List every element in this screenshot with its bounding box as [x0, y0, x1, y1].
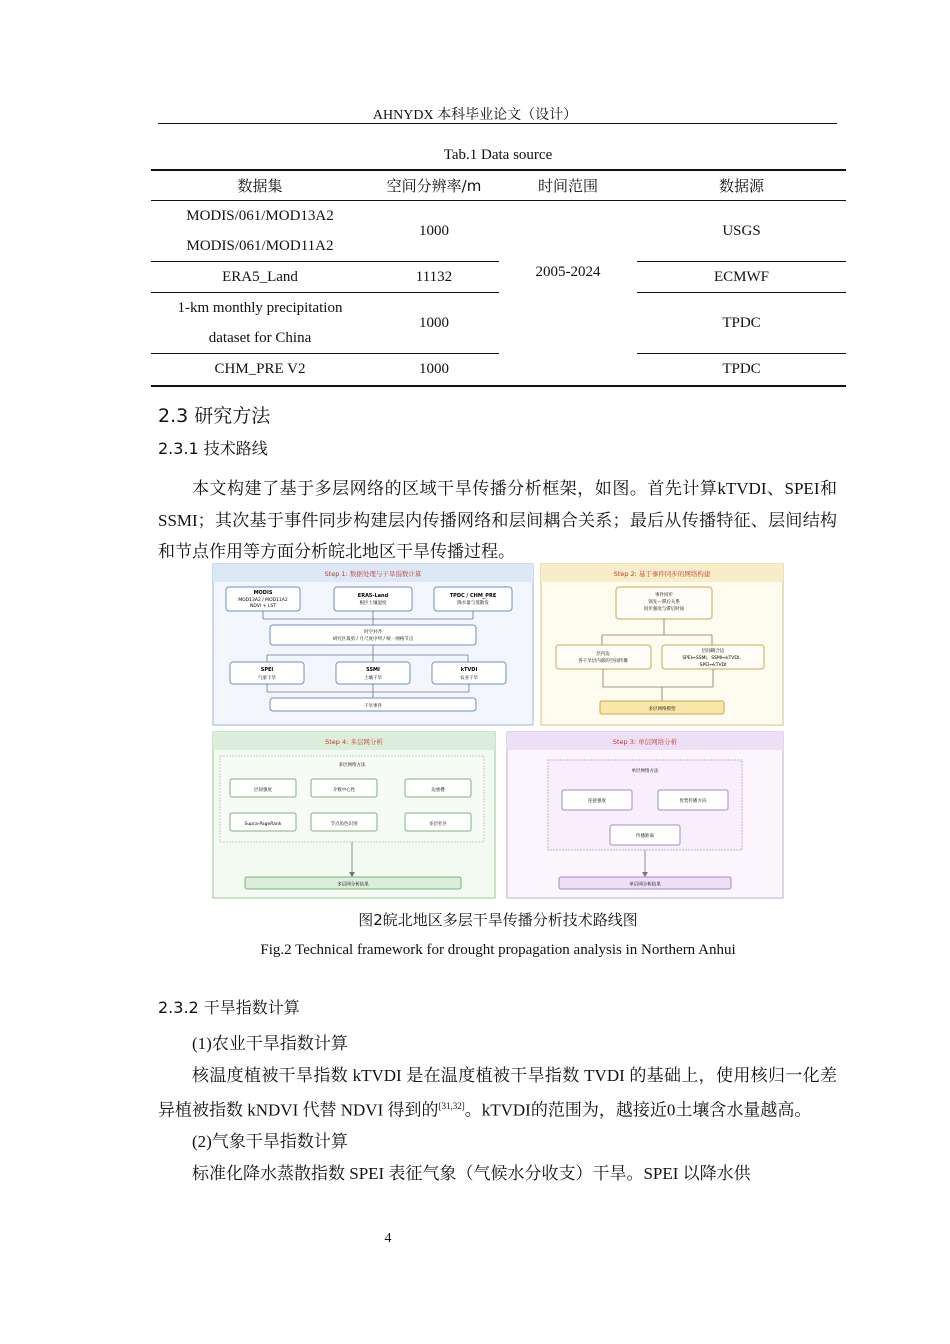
source-cell: TPDC [637, 354, 846, 386]
step3-panel [507, 732, 783, 898]
svg-text:同步强度与滞后时间: 同步强度与滞后时间 [643, 607, 685, 612]
section-heading-2-3-1: 2.3.1 技术路线 [158, 439, 268, 458]
svg-text:降水量与蒸散发: 降水量与蒸散发 [457, 601, 489, 606]
dataset-cell: 1-km monthly precipitation dataset for China [151, 293, 369, 354]
table-row [151, 262, 846, 293]
page-number: 4 [384, 1231, 392, 1246]
svg-text:时空对齐: 时空对齐 [364, 630, 382, 635]
technical-framework-figure [212, 563, 784, 899]
citation-ref[interactable]: [31,32] [438, 1101, 465, 1111]
section-heading-2-3-2: 2.3.2 干旱指数计算 [158, 998, 300, 1017]
svg-text:Step 4: 多层网分析: Step 4: 多层网分析 [325, 738, 383, 746]
svg-text:层内边: 层内边 [596, 652, 610, 657]
svg-text:干旱事件: 干旱事件 [364, 704, 382, 709]
body-paragraph-ktvdi: 核温度植被干旱指数 kTVDI 是在温度植被干旱指数 TVDI 的基础上，使用核归一化差异植被指数 kNDVI 代替 NDVI 得到的[31,32]。kTVDI的范围为，越接近0土壤含水量越高。 [158, 1065, 837, 1120]
dataset-cell: ERA5_Land [151, 262, 369, 293]
svg-text:事件同步: 事件同步 [655, 593, 673, 598]
resolution-cell: 1000 [369, 201, 499, 262]
body-paragraph-spei: 标准化降水蒸散指数 SPEI 表征气象（气候水分收支）干旱。SPEI 以降水供 [192, 1163, 751, 1183]
svg-text:Step 2: 基于事件同步的网络构建: Step 2: 基于事件同步的网络构建 [613, 570, 711, 578]
svg-text:单层网络方法: 单层网络方法 [631, 769, 659, 774]
svg-text:SPEI: SPEI [260, 667, 274, 673]
resolution-cell: 11132 [369, 262, 499, 293]
resolution-cell: 1000 [369, 354, 499, 386]
svg-text:农业干旱: 农业干旱 [460, 676, 478, 681]
data-source-table [151, 169, 846, 387]
svg-text:多层网分析结果: 多层网分析结果 [337, 882, 369, 888]
table-row [151, 201, 846, 262]
svg-text:层间强度: 层间强度 [254, 788, 272, 793]
svg-text:SPEI↔SSMI、SSMI↔kTVDI、: SPEI↔SSMI、SSMI↔kTVDI、 [682, 656, 744, 661]
resolution-cell: 1000 [369, 293, 499, 354]
svg-text:层间耦合边: 层间耦合边 [701, 649, 725, 654]
subheading-agri-drought: (1)农业干旱指数计算 [192, 1034, 348, 1053]
svg-text:土壤干旱: 土壤干旱 [364, 676, 382, 681]
svg-text:Step 3: 单层网络分析: Step 3: 单层网络分析 [612, 738, 678, 746]
body-paragraph-1: 本文构建了基于多层网络的区域干旱传播分析框架，如图。首先计算kTVDI、SPEI和SSMI；其次基于事件同步构建层内传播网络和层间耦合关系；最后从传播特征、层间结构和节点作用等方面分析皖北地区干旱传播过程。 [158, 479, 837, 561]
svg-text:ERA5-Land: ERA5-Land [357, 593, 389, 599]
svg-text:多层社区: 多层社区 [429, 822, 447, 827]
svg-text:研究区裁剪 / 月尺度序列 / 统一网格节点: 研究区裁剪 / 月尺度序列 / 统一网格节点 [332, 637, 414, 642]
dataset-cell: CHM_PRE V2 [151, 354, 369, 386]
step1-title: Step 1: 数据处理与干旱指数计算 [324, 570, 422, 578]
source-cell: ECMWF [637, 262, 846, 293]
svg-text:kTVDI: kTVDI [460, 667, 478, 673]
svg-text:边重叠: 边重叠 [431, 788, 445, 793]
svg-text:多层网络方法: 多层网络方法 [338, 763, 366, 768]
svg-text:多层网络模型: 多层网络模型 [648, 707, 676, 712]
source-cell: TPDC [637, 293, 846, 354]
svg-text:连接强度: 连接强度 [588, 799, 606, 804]
source-cell: USGS [637, 201, 846, 262]
svg-text:节点角色识别: 节点角色识别 [330, 822, 358, 827]
running-header: AHNYDX 本科毕业论文（设计） [372, 108, 578, 123]
col-header-time: 时间范围 [499, 170, 637, 201]
section-heading-2-3: 2.3 研究方法 [158, 405, 271, 427]
col-header-dataset: 数据集 [151, 170, 369, 201]
svg-text:单层网分析结果: 单层网分析结果 [629, 882, 661, 888]
svg-text:传播距离: 传播距离 [636, 834, 654, 839]
header-rule [158, 123, 837, 124]
svg-text:介数中心性: 介数中心性 [332, 788, 356, 793]
subheading-met-drought: (2)气象干旱指数计算 [192, 1132, 348, 1152]
step2-panel [541, 564, 783, 725]
col-header-resolution: 空间分辨率/m [369, 170, 499, 201]
figure-caption-cn: 图2皖北地区多层干旱传播分析技术路线图 [358, 911, 638, 929]
body-text-block [158, 1028, 837, 1189]
step4-panel [213, 732, 495, 898]
svg-text:MODIS: MODIS [253, 590, 273, 596]
svg-text:Supra-PageRank: Supra-PageRank [244, 822, 282, 827]
svg-text:MOD13A2 / MOD11A2: MOD13A2 / MOD11A2 [238, 598, 288, 603]
svg-text:SSMI: SSMI [366, 667, 380, 673]
time-range-cell: 2005-2024 [499, 201, 637, 386]
figure-caption-en: Fig.2 Technical framework for drought propagation analysis in Northern Anhui [260, 942, 736, 958]
col-header-source: 数据源 [637, 170, 846, 201]
dataset-cell: MODIS/061/MOD13A2 MODIS/061/MOD11A2 [151, 201, 369, 262]
table-row [151, 293, 846, 354]
svg-text:SPEI↔kTVDI: SPEI↔kTVDI [699, 663, 727, 668]
svg-text:各干旱层内部的空间传播: 各干旱层内部的空间传播 [578, 659, 628, 664]
table-row [151, 354, 846, 386]
svg-text:气象干旱: 气象干旱 [258, 676, 276, 681]
svg-text:领先—滞后关系: 领先—滞后关系 [648, 600, 680, 605]
svg-text:NDVI + LST: NDVI + LST [250, 604, 276, 609]
step1-panel [213, 564, 533, 725]
table-caption: Tab.1 Data source [443, 147, 553, 163]
svg-text:根区土壤湿度: 根区土壤湿度 [359, 601, 387, 606]
svg-text:优势传播方向: 优势传播方向 [679, 799, 707, 804]
svg-text:TPDC / CHM_PRE: TPDC / CHM_PRE [449, 593, 497, 599]
